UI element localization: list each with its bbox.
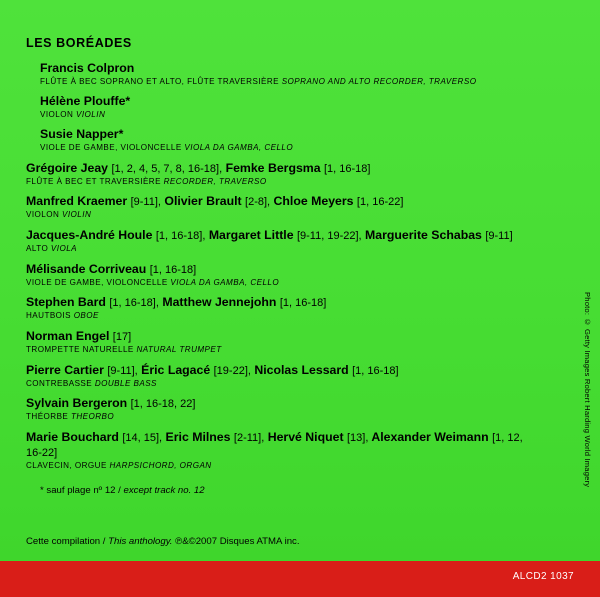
performer-name: Sylvain Bergeron	[26, 396, 128, 411]
performer-entry	[26, 295, 531, 321]
instrument-fr: FLÛTE À BEC SOPRANO ET ALTO, FLÛTE TRAVERSIÈRE	[40, 76, 279, 86]
performer-name: Hervé Niquet	[267, 429, 344, 444]
instrument-line	[26, 278, 531, 288]
instrument-fr: VIOLON	[40, 109, 74, 119]
instrument-en: DOUBLE BASS	[94, 378, 157, 388]
instrument-fr: THÉORBE	[26, 412, 69, 422]
track-list: [17]	[112, 330, 132, 343]
ensemble-title: LES BORÉADES	[26, 36, 132, 50]
performer-names	[26, 396, 531, 411]
performer-name: Grégoire Jeay	[26, 160, 109, 175]
instrument-en: VIOLIN	[76, 109, 106, 119]
performer-name: Olivier Brault	[164, 194, 242, 209]
performer-names	[26, 194, 531, 209]
instrument-fr: ALTO	[26, 243, 49, 253]
performer-name: Femke Bergsma	[225, 160, 321, 175]
instrument-en: NATURAL TRUMPET	[136, 344, 222, 354]
performer-entry	[26, 329, 531, 355]
performer-name: Matthew Jennejohn	[162, 295, 277, 310]
track-list: [1, 12, 16-22]	[26, 431, 523, 459]
track-list: [14, 15],	[122, 431, 163, 444]
track-list: [1, 16-18]	[352, 364, 399, 377]
performer-entry	[26, 61, 531, 86]
performer-names	[26, 430, 531, 460]
track-list: [1, 2, 4, 5, 7, 8, 16-18],	[111, 162, 223, 175]
instrument-fr: VIOLE DE GAMBE, VIOLONCELLE	[26, 277, 168, 287]
footnote-en: except track no. 12	[123, 484, 205, 496]
track-list: [1, 16-18, 22]	[130, 398, 196, 411]
performer-entry	[26, 161, 531, 187]
track-list: [2-11],	[233, 431, 265, 444]
performer-name: Marie Bouchard	[26, 429, 119, 444]
instrument-line	[26, 244, 531, 254]
instrument-line	[26, 210, 531, 220]
track-list: [1, 16-22]	[356, 196, 404, 209]
instrument-line	[26, 311, 531, 321]
track-list: [9-11]	[485, 229, 513, 242]
performer-name: Éric Lagacé	[141, 362, 211, 377]
performer-entry	[26, 396, 531, 422]
copyright-en: This anthology.	[108, 536, 173, 547]
performer-name: Chloe Meyers	[273, 194, 354, 209]
performer-names	[26, 262, 531, 277]
performer-names	[26, 295, 531, 310]
instrument-en: HARPSICHORD, ORGAN	[109, 460, 212, 470]
copyright-fr: Cette compilation /	[26, 536, 106, 547]
track-list: [1, 16-18]	[324, 162, 371, 175]
instrument-en: VIOLA DA GAMBA, CELLO	[184, 142, 294, 152]
track-list: [2-8],	[245, 196, 271, 209]
performer-name: Marguerite Schabas	[365, 227, 482, 242]
instrument-fr: HAUTBOIS	[26, 311, 71, 321]
performer-name: Alexander Weimann	[371, 429, 489, 444]
performer-names	[40, 61, 531, 76]
performer-entry	[26, 262, 531, 288]
instrument-en: VIOLA	[50, 243, 77, 253]
performer-names	[26, 329, 531, 344]
track-list: [9-11],	[130, 196, 161, 209]
instrument-fr: TROMPETTE NATURELLE	[26, 344, 134, 354]
instrument-en: OBOE	[73, 311, 99, 321]
performer-names	[40, 94, 531, 109]
track-list: [1, 16-18],	[109, 297, 159, 310]
instrument-line	[26, 177, 531, 187]
performer-name: Manfred Kraemer	[26, 194, 128, 209]
instrument-line	[26, 345, 531, 355]
instrument-en: VIOLIN	[62, 210, 92, 220]
instrument-en: SOPRANO AND ALTO RECORDER, TRAVERSO	[281, 76, 477, 86]
instrument-fr: FLÛTE À BEC ET TRAVERSIÈRE	[26, 176, 161, 186]
performer-name: Nicolas Lessard	[254, 362, 349, 377]
performer-name: Eric Milnes	[165, 429, 231, 444]
performer-list	[26, 61, 531, 471]
footnote-fr: * sauf plage nº 12 /	[40, 484, 121, 496]
performer-names	[26, 161, 531, 176]
performer-name: Stephen Bard	[26, 295, 106, 310]
track-list: [9-11],	[107, 364, 138, 377]
performer-entry	[26, 363, 531, 389]
copyright-rest: ℗&©2007 Disques ATMA inc.	[175, 536, 300, 547]
track-list: [9-11, 19-22],	[296, 229, 362, 242]
instrument-line	[40, 77, 531, 87]
performer-name: Mélisande Corriveau	[26, 261, 147, 276]
track-list: [13],	[346, 431, 369, 444]
performer-name: Jacques-André Houle	[26, 227, 153, 242]
performer-entry	[26, 194, 531, 220]
performer-names	[40, 127, 531, 142]
performer-name: Norman Engel	[26, 328, 110, 343]
instrument-en: RECORDER, TRAVERSO	[163, 176, 267, 186]
instrument-en: VIOLA DA GAMBA, CELLO	[170, 277, 280, 287]
track-list: [1, 16-18]	[279, 297, 327, 310]
performer-entry	[26, 228, 531, 254]
performer-name: Hélène Plouffe*	[40, 94, 131, 109]
performer-entry	[26, 127, 531, 152]
track-list: [1, 16-18]	[149, 263, 197, 276]
instrument-line	[40, 110, 531, 120]
instrument-fr: VIOLE DE GAMBE, VIOLONCELLE	[40, 142, 182, 152]
instrument-fr: VIOLON	[26, 210, 60, 220]
performer-name: Susie Napper*	[40, 127, 124, 142]
performer-name: Margaret Little	[208, 227, 294, 242]
performer-names	[26, 363, 531, 378]
performer-name: Pierre Cartier	[26, 362, 104, 377]
catalog-number: ALCD2 1037	[512, 571, 574, 582]
instrument-line	[26, 461, 531, 471]
performer-entry	[26, 430, 531, 471]
instrument-fr: CONTREBASSE	[26, 378, 93, 388]
photo-credit: Photo: © Getty Images Robert Harding World Imagery	[583, 292, 592, 488]
copyright-line	[26, 536, 300, 547]
instrument-line	[26, 379, 531, 389]
credits-content	[26, 36, 531, 496]
performer-names	[26, 228, 531, 243]
track-list: [1, 16-18],	[155, 229, 206, 242]
instrument-line	[40, 143, 531, 153]
instrument-en: THEORBO	[70, 412, 115, 422]
performer-entry	[26, 94, 531, 119]
track-list: [19-22],	[213, 364, 251, 377]
instrument-fr: CLAVECIN, ORGUE	[26, 460, 107, 470]
performer-name: Francis Colpron	[40, 61, 135, 75]
footnote	[26, 485, 531, 496]
instrument-line	[26, 412, 531, 422]
